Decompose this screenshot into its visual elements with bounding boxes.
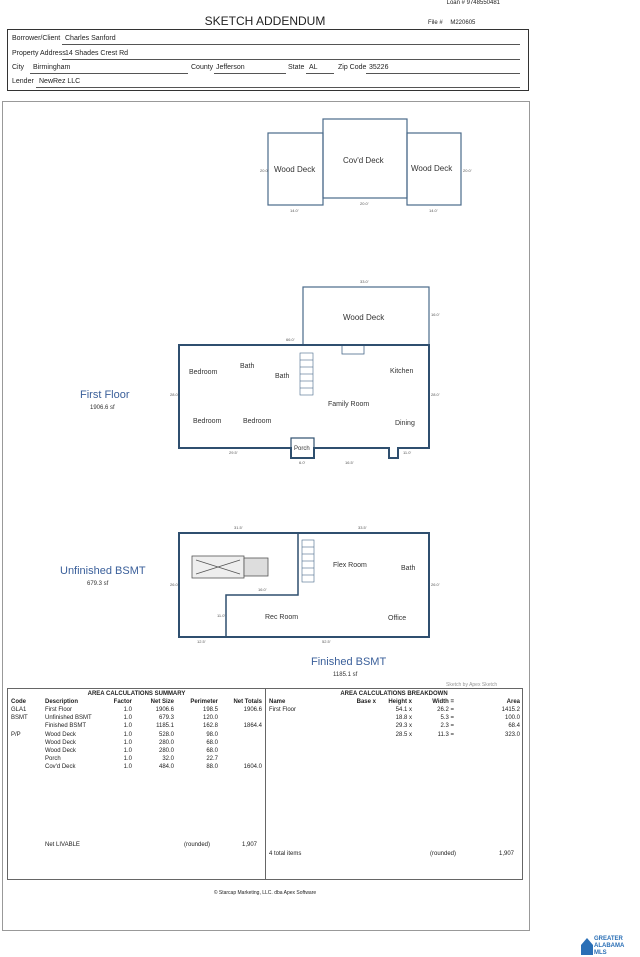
area-breakdown-panel [266, 689, 522, 879]
breakdown-cell: 5.3 = [440, 715, 454, 722]
state-label: State [288, 64, 305, 71]
rounded-label: (rounded) [430, 851, 457, 857]
label-bath: Bath [401, 565, 416, 572]
breakdown-cell: 2.3 = [440, 723, 454, 730]
label-dining: Dining [395, 420, 415, 427]
summary-cell: 120.0 [202, 715, 218, 722]
county-label: County [191, 64, 214, 71]
breakdown-cell: 323.0 [504, 731, 520, 738]
watermark-text [594, 936, 624, 957]
summary-cell: 1.0 [123, 764, 132, 771]
summary-cell: Porch [45, 756, 61, 763]
dim-label: 14.0' [290, 208, 299, 213]
summary-header-cell: Net Totals [233, 699, 262, 705]
breakdown-cell: 68.4 [508, 723, 520, 730]
summary-cell: Finished BSMT [45, 723, 87, 730]
net-livable-value: 1,907 [242, 842, 258, 848]
summary-cell: 22.7 [206, 756, 218, 763]
watermark-line: MLS [594, 950, 607, 956]
summary-cell: 68.0 [206, 748, 218, 754]
borrower-value: Charles Sanford [65, 35, 116, 42]
address-label: Property Address [12, 50, 66, 57]
breakdown-cell: 100.0 [504, 715, 520, 722]
label-wood-deck-top: Wood Deck [343, 313, 385, 322]
summary-cell: 1.0 [123, 739, 132, 746]
summary-cell: 1.0 [123, 715, 132, 722]
zip-label: Zip Code [338, 64, 367, 71]
summary-cell: Wood Deck [45, 739, 76, 746]
basement-divider [226, 533, 298, 637]
summary-cell: Wood Deck [45, 748, 76, 754]
label-bedroom: Bedroom [243, 418, 272, 425]
summary-cell: Cov'd Deck [45, 764, 76, 771]
summary-cell: 1864.4 [243, 723, 262, 730]
dim-label: 11.0' [403, 450, 412, 455]
watermark-line: GREATER [594, 936, 623, 942]
dim-label: 20.0' [260, 168, 269, 173]
dim-label: 12.5' [197, 639, 206, 644]
page-title: SKETCH ADDENDUM [204, 14, 326, 28]
stairs-basement [302, 540, 314, 582]
file-label: File # [428, 20, 443, 26]
summary-title: AREA CALCULATIONS SUMMARY [87, 691, 186, 697]
house-icon [580, 936, 594, 956]
dim-label: 20.0' [463, 168, 472, 173]
label-bedroom: Bedroom [193, 418, 222, 425]
dim-label: 33.0' [360, 279, 369, 284]
summary-cell: Unfinished BSMT [45, 715, 92, 722]
summary-cell: 1604.0 [243, 764, 262, 771]
rounded-label: (rounded) [184, 842, 211, 848]
zip-value: 35226 [369, 64, 389, 71]
breakdown-header-cell: Base x [356, 699, 376, 705]
dim-label: 16.0' [258, 587, 267, 592]
dim-label: 33.5' [358, 525, 367, 530]
label-office: Office [388, 615, 407, 622]
breakdown-header-cell: Height x [388, 699, 412, 705]
net-livable-label: Net LIVABLE [45, 842, 80, 848]
label-wood-deck-left: Wood Deck [274, 165, 316, 174]
summary-cell: P/P [11, 731, 21, 738]
summary-header-cell: Code [11, 699, 26, 705]
label-bath: Bath [240, 363, 255, 370]
summary-cell: 280.0 [158, 739, 174, 746]
unfinished-bsmt-title: Unfinished BSMT [60, 565, 146, 577]
breakdown-header-cell: Area [506, 699, 520, 705]
borrower-label: Borrower/Client [12, 35, 61, 42]
county-value: Jefferson [216, 64, 245, 71]
summary-cell: 1.0 [123, 756, 132, 763]
summary-cell: 88.0 [206, 764, 218, 771]
total-items: 4 total items [269, 851, 302, 857]
label-family-room: Family Room [328, 401, 370, 408]
summary-cell: 1.0 [123, 723, 132, 730]
dim-label: 14.0' [429, 208, 438, 213]
summary-cell: 1.0 [123, 748, 132, 754]
lender-value: NewRez LLC [39, 78, 81, 85]
dim-label: 26.0' [170, 582, 179, 587]
sketch-credit: Sketch by Apex Sketch [446, 682, 498, 688]
label-porch: Porch [294, 446, 310, 452]
breakdown-header-cell: Width = [432, 699, 454, 705]
summary-cell: 528.0 [158, 731, 174, 738]
breakdown-cell: 1415.2 [501, 707, 520, 713]
area-summary-panel [8, 689, 266, 879]
breakdown-cell: First Floor [269, 707, 296, 713]
garage-truck-icon [192, 556, 268, 578]
label-covd-deck: Cov'd Deck [343, 156, 384, 165]
label-bedroom: Bedroom [189, 369, 218, 376]
dim-label: 11.0' [217, 613, 226, 618]
label-rec-room: Rec Room [265, 614, 299, 621]
breakdown-cell: 54.1 x [395, 707, 412, 713]
city-label: City [12, 64, 25, 71]
label-flex-room: Flex Room [333, 562, 367, 569]
summary-cell: 679.3 [158, 715, 174, 722]
summary-cell: Wood Deck [45, 731, 76, 738]
summary-header-cell: Description [45, 699, 79, 705]
file-value: M220605 [450, 20, 476, 26]
breakdown-header-cell: Name [269, 699, 286, 705]
summary-cell: 280.0 [158, 748, 174, 754]
finished-bsmt-area: 1185.1 sf [333, 672, 358, 678]
breakdown-cell: 26.2 = [437, 707, 454, 713]
first-floor-area: 1906.6 sf [90, 405, 115, 411]
breakdown-cell: 11.3 = [437, 731, 454, 738]
summary-cell: 98.0 [206, 731, 218, 738]
state-value: AL [309, 64, 318, 71]
first-floor-title: First Floor [80, 389, 130, 401]
summary-header-cell: Perimeter [190, 699, 218, 705]
summary-header-cell: Net Size [150, 699, 174, 705]
dim-label: 26.0' [431, 582, 440, 587]
stairs-first-floor [300, 353, 313, 395]
lender-label: Lender [12, 78, 34, 85]
summary-cell: 1906.6 [243, 707, 262, 713]
city-value: Birmingham [33, 64, 71, 71]
dim-label: 16.0' [431, 312, 440, 317]
address-value: 14 Shades Crest Rd [65, 50, 129, 57]
breakdown-cell: 28.5 x [395, 731, 412, 738]
loan-number: Loan # 9748550481 [446, 0, 500, 6]
summary-cell: 198.5 [202, 707, 218, 713]
unfinished-bsmt-area: 679.3 sf [87, 581, 109, 587]
summary-cell: First Floor [45, 707, 72, 713]
area-calculations-box [7, 688, 523, 880]
summary-cell: 1906.6 [155, 707, 174, 713]
dim-label: 31.5' [234, 525, 243, 530]
dim-label: 16.5' [345, 460, 354, 465]
first-floor-outline [179, 345, 429, 458]
dim-label: 20.0' [360, 201, 369, 206]
label-bath: Bath [275, 373, 290, 380]
dim-label: 28.0' [170, 392, 179, 397]
summary-cell: 68.0 [206, 739, 218, 746]
summary-cell: 32.0 [162, 756, 174, 763]
summary-cell: 162.8 [202, 723, 218, 730]
breakdown-total: 1,907 [499, 851, 515, 857]
summary-header-cell: Factor [113, 699, 132, 705]
summary-cell: 1.0 [123, 731, 132, 738]
label-wood-deck-right: Wood Deck [411, 164, 453, 173]
summary-cell: 1185.1 [156, 723, 174, 730]
breakdown-cell: 29.3 x [395, 723, 412, 730]
summary-cell: GLA1 [11, 707, 27, 713]
summary-cell: 484.0 [158, 764, 174, 771]
summary-cell: BSMT [11, 715, 28, 722]
mls-watermark [580, 934, 640, 956]
copyright: © Starcap Marketing, LLC. dba Apex Software [213, 890, 317, 896]
dim-label: 28.0' [431, 392, 440, 397]
summary-cell: 1.0 [123, 707, 132, 713]
dim-label: 66.0' [286, 337, 295, 342]
dim-label: 29.5' [229, 450, 238, 455]
dim-label: 6.0' [299, 460, 306, 465]
dim-label: 52.5' [322, 639, 331, 644]
breakdown-title: AREA CALCULATIONS BREAKDOWN [340, 691, 448, 697]
watermark-line: ALABAMA [594, 943, 625, 949]
label-kitchen: Kitchen [390, 368, 414, 375]
breakdown-cell: 18.8 x [395, 715, 412, 722]
finished-bsmt-title: Finished BSMT [311, 656, 387, 668]
deck-steps [342, 345, 364, 354]
